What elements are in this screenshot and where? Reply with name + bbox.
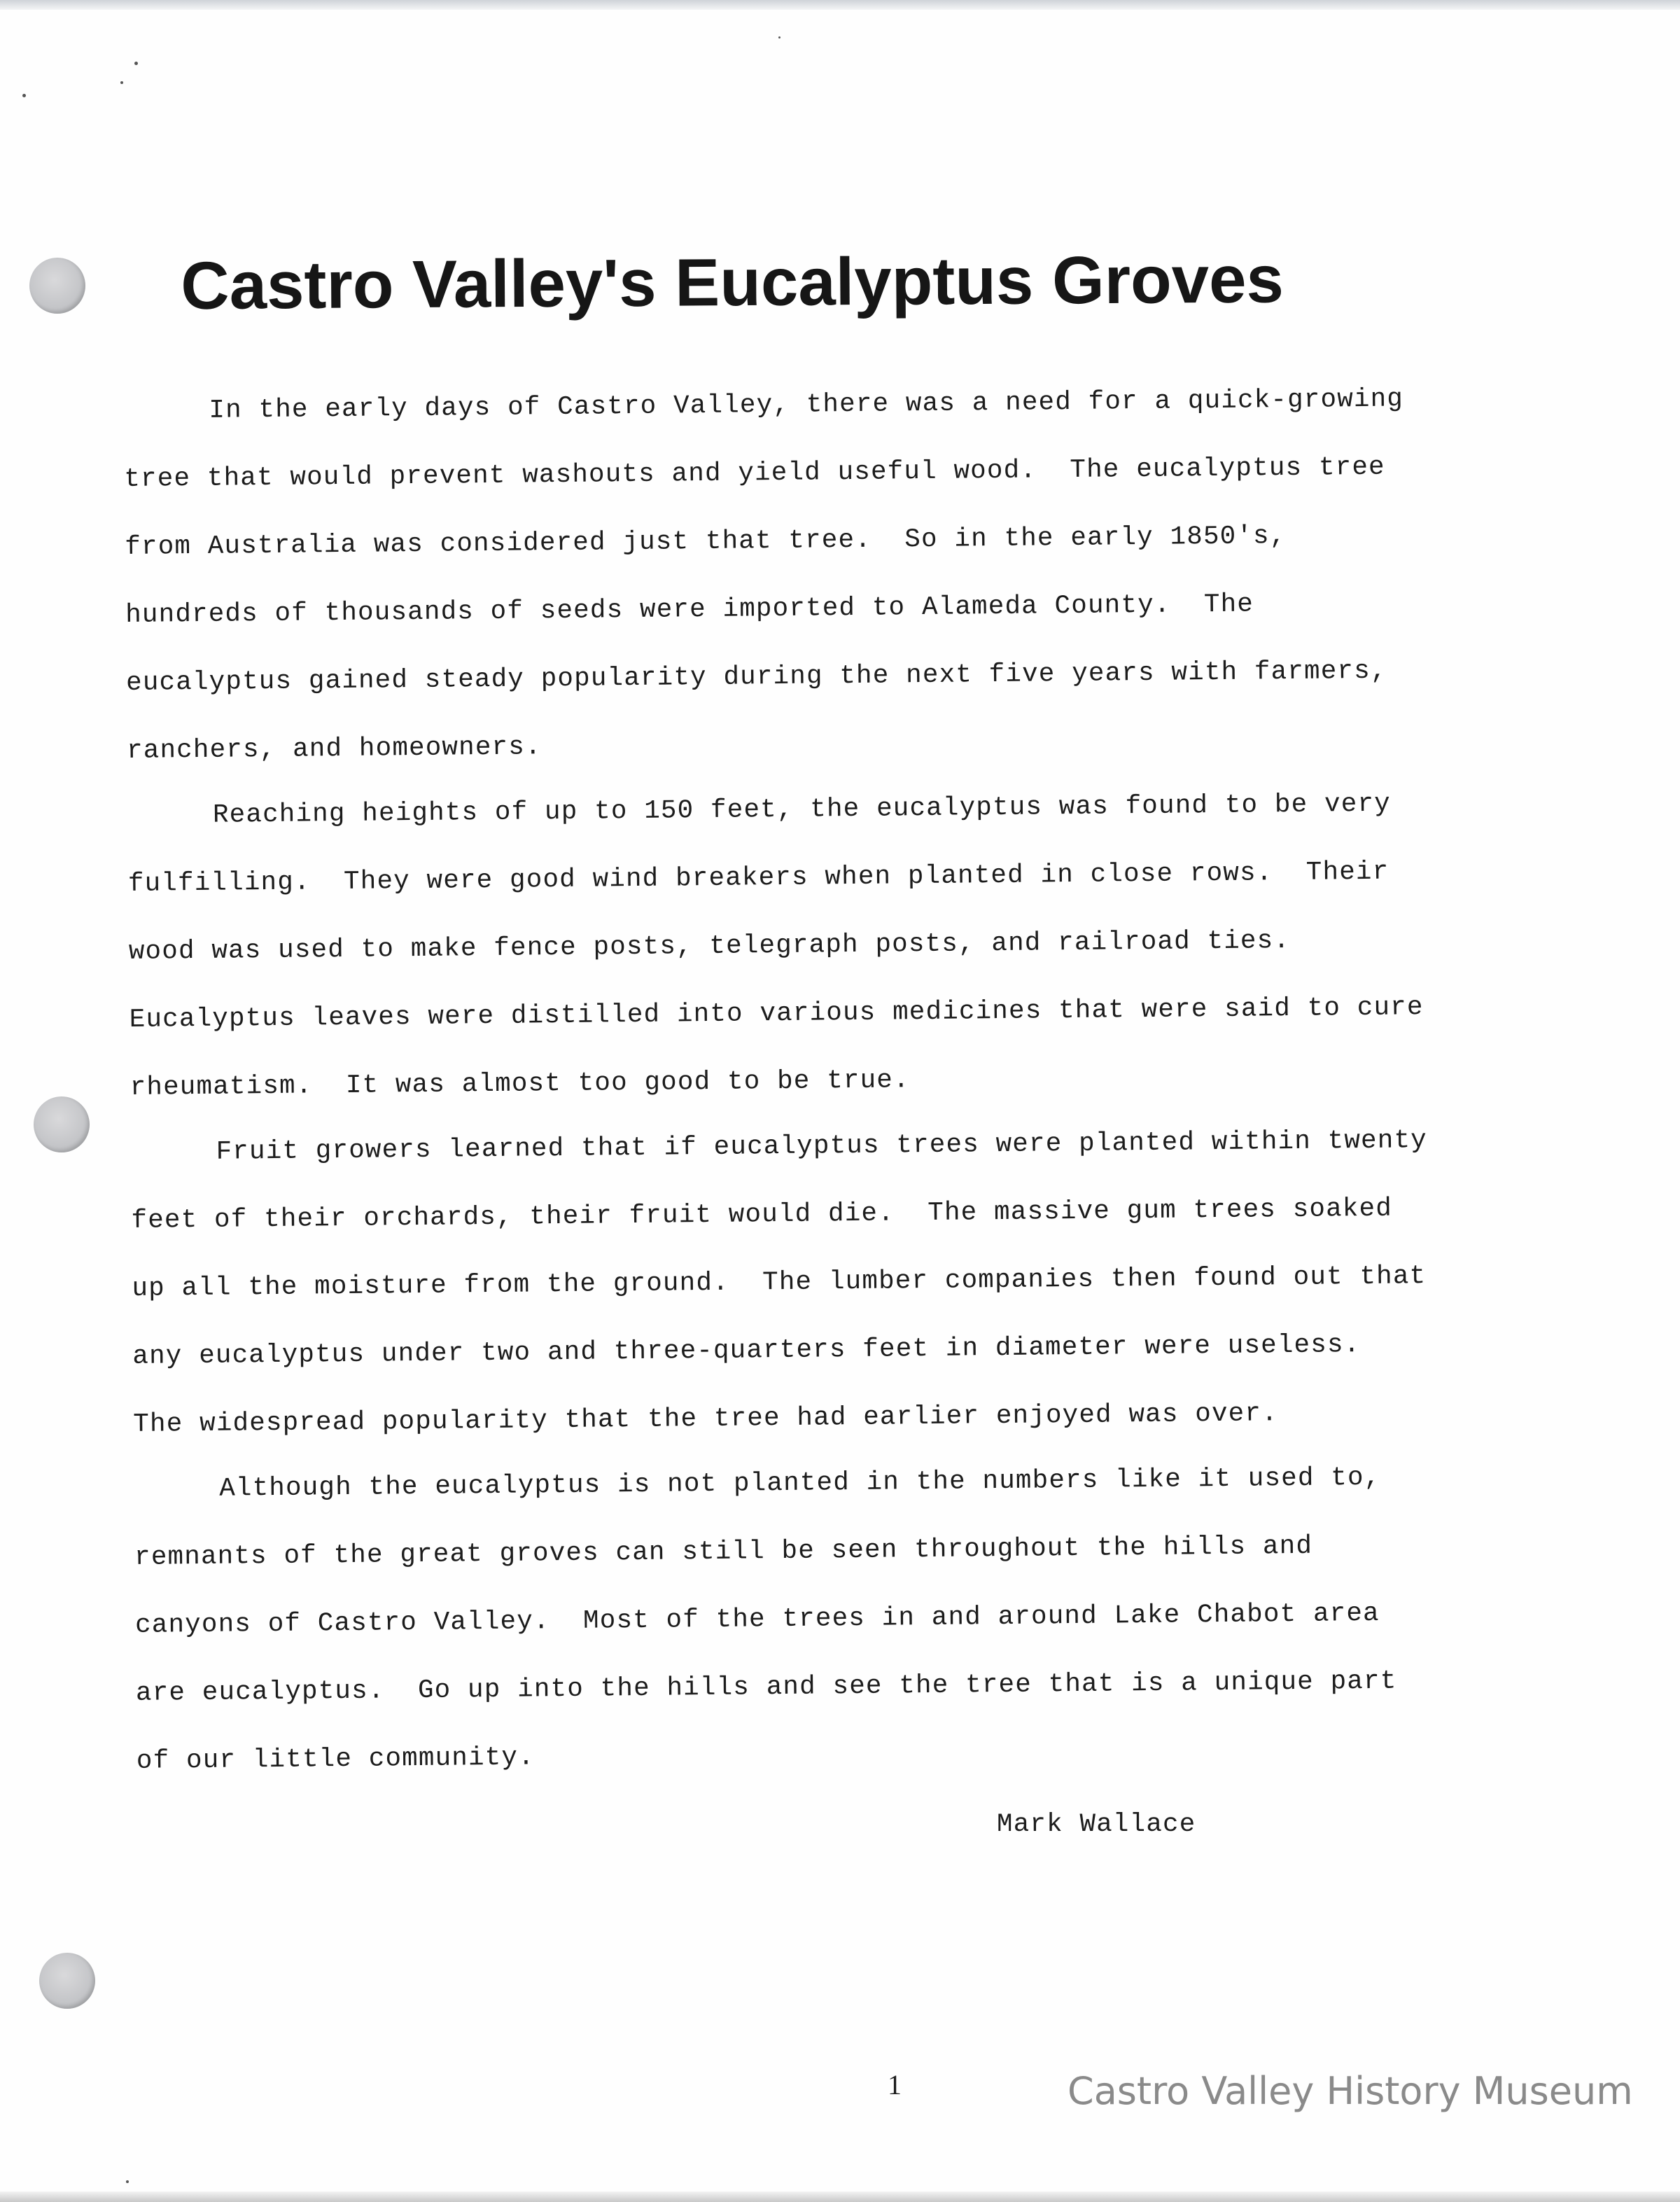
page-number: 1: [888, 2069, 902, 2100]
paragraph-1: [123, 365, 1499, 786]
paragraph-2: [127, 769, 1503, 1122]
paragraph-line: of our little community.: [136, 1743, 536, 1776]
dust-speck: [120, 81, 123, 84]
paragraph-line: tree that would prevent washouts and yield useful wood. The eucalyptus tree: [124, 452, 1385, 494]
paragraph-line: Although the eucalyptus is not planted in the numbers like it used to,: [219, 1463, 1381, 1504]
page-title: Castro Valley's Eucalyptus Groves: [181, 242, 1284, 324]
paragraph-line: ranchers, and homeowners.: [126, 732, 542, 766]
paragraph-line: Reaching heights of up to 150 feet, the eucalyptus was found to be very: [212, 789, 1392, 830]
paragraph-line: are eucalyptus. Go up into the hills and see the tree that is a unique part: [135, 1666, 1397, 1708]
paragraph-line: fulfilling. They were good wind breakers when planted in close rows. Their: [127, 857, 1390, 899]
paragraph-line: wood was used to make fence posts, telegraph posts, and railroad ties.: [128, 926, 1291, 967]
dust-speck: [778, 36, 780, 39]
paragraph-line: canyons of Castro Valley. Most of the trees in and around Lake Chabot area: [134, 1598, 1380, 1640]
paragraph-line: hundreds of thousands of seeds were imported to Alameda County. The: [125, 590, 1254, 630]
dust-speck: [22, 94, 26, 97]
scan-bottom-edge: [0, 2191, 1680, 2202]
punch-hole-top: [29, 258, 85, 314]
paragraph-line: Fruit growers learned that if eucalyptus trees were planted within twenty: [216, 1126, 1428, 1167]
paragraph-4: [134, 1443, 1509, 1796]
museum-watermark: Castro Valley History Museum: [1068, 2069, 1633, 2113]
paragraph-line: from Australia was considered just that tree. So in the early 1850's,: [125, 522, 1287, 562]
paragraph-line: In the early days of Castro Valley, there was a need for a quick-growing: [209, 384, 1404, 426]
author-signature: Mark Wallace: [997, 1810, 1196, 1839]
paragraph-line: The widespread popularity that the tree had earlier enjoyed was over.: [133, 1399, 1279, 1440]
punch-hole-middle: [34, 1096, 90, 1152]
paragraph-line: remnants of the great groves can still be seen throughout the hills and: [134, 1531, 1313, 1573]
paragraph-line: any eucalyptus under two and three-quarters feet in diameter were useless.: [132, 1330, 1361, 1372]
dust-speck: [134, 62, 138, 65]
paragraph-line: up all the moisture from the ground. The lumber companies then found out that: [132, 1262, 1427, 1304]
paragraph-line: feet of their orchards, their fruit would die. The massive gum trees soaked: [131, 1194, 1393, 1236]
paragraph-line: eucalyptus gained steady popularity during the next five years with farmers,: [125, 656, 1387, 698]
punch-hole-bottom: [39, 1953, 95, 2009]
paragraph-3: [130, 1106, 1506, 1459]
paragraph-line: rheumatism. It was almost too good to be true.: [130, 1066, 910, 1103]
scan-top-edge: [0, 0, 1680, 10]
paragraph-line: Eucalyptus leaves were distilled into various medicines that were said to cure: [129, 993, 1424, 1035]
article-body: [123, 365, 1508, 1796]
dust-speck: [126, 2180, 129, 2183]
